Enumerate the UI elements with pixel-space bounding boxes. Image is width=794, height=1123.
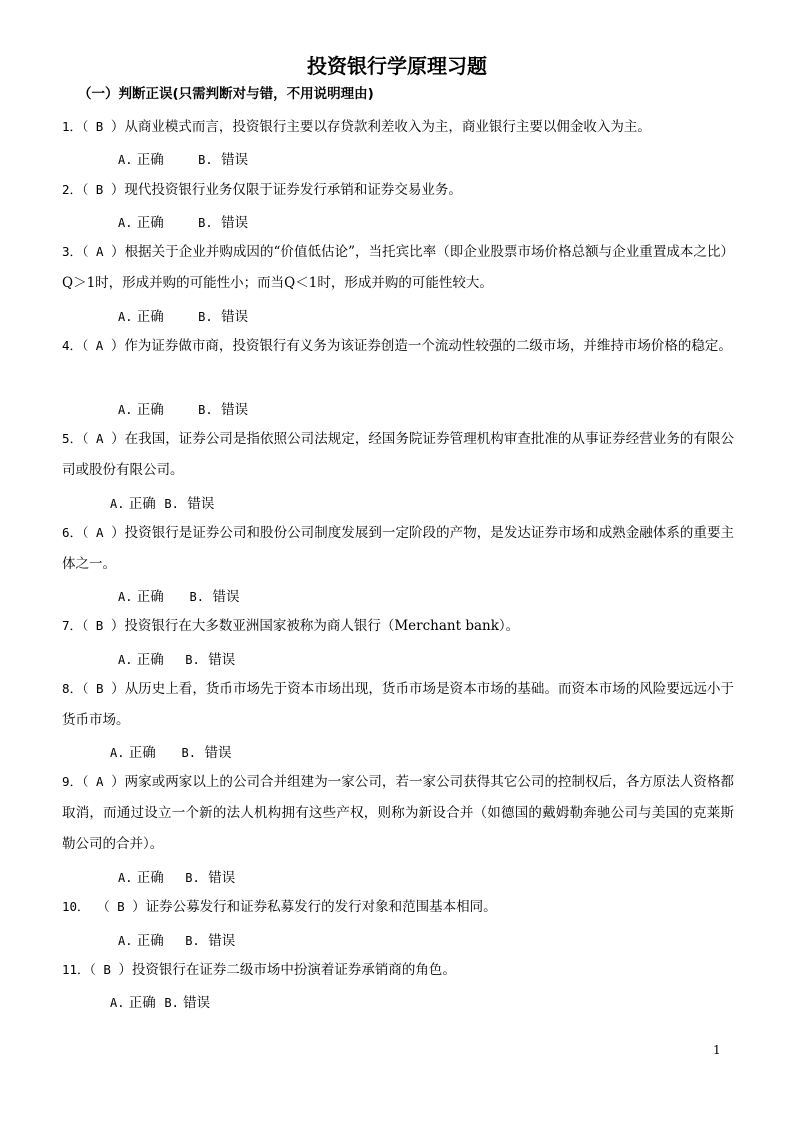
question-8 <box>62 673 734 736</box>
options-10 <box>118 929 235 949</box>
option-a-text: 正确 <box>128 496 156 512</box>
question-6 <box>62 517 734 580</box>
options-1 <box>118 148 248 168</box>
question-1 <box>62 111 734 143</box>
option-b-label: B. <box>181 746 196 760</box>
question-number: 2．（ <box>62 182 89 197</box>
question-text: ）证券公募发行和证券私募发行的发行对象和范围基本相同。 <box>132 899 497 915</box>
option-b-text: 错误 <box>208 652 236 668</box>
option-b-label: B. <box>164 996 179 1010</box>
question-text: ）在我国，证券公司是指依照公司法规定，经国务院证券管理机构审查批准的从事证券经营业务的有限公司或股份有限公司。 <box>62 431 735 478</box>
option-a-text: 正确 <box>136 402 164 418</box>
option-a-text: 正确 <box>128 745 156 761</box>
option-a-label: A. <box>118 934 133 948</box>
question-number: 9．（ <box>62 774 89 789</box>
question-text: ）作为证券做市商，投资银行有义务为该证券创造一个流动性较强的二级市场，并维持市场价格的稳定。 <box>110 338 732 354</box>
page-title: 投资银行学原理习题 <box>307 54 487 78</box>
question-number: 6．（ <box>62 525 89 540</box>
question-number: 1．（ <box>62 119 89 134</box>
option-a-text: 正确 <box>136 309 164 325</box>
option-a-text: 正确 <box>136 652 164 668</box>
option-b-label: B. <box>198 403 213 417</box>
question-4 <box>62 330 734 362</box>
page-number: 1 <box>713 1043 721 1057</box>
question-5 <box>62 423 734 486</box>
option-b-text: 错误 <box>187 496 215 512</box>
answer-value: A <box>88 244 112 259</box>
option-b-text: 错误 <box>183 995 211 1011</box>
options-2 <box>118 211 248 231</box>
option-b-text: 错误 <box>221 215 249 231</box>
option-b-text: 错误 <box>221 309 249 325</box>
option-b-label: B. <box>198 153 213 167</box>
option-b-text: 错误 <box>212 589 240 605</box>
option-a-label: A. <box>118 310 133 324</box>
option-a-text: 正确 <box>136 215 164 231</box>
option-b-label: B. <box>189 590 204 604</box>
answer-value: B <box>88 618 111 633</box>
question-text: ）投资银行是证券公司和股份公司制度发展到一定阶段的产物，是发达证券市场和成熟金融体系的重要主体之一。 <box>62 525 735 572</box>
option-b-text: 错误 <box>204 745 232 761</box>
question-number: 10． （ <box>62 899 110 914</box>
question-text: ）两家或两家以上的公司合并组建为一家公司，若一家公司获得其它公司的控制权后，各方原法人资格都取消，而通过设立一个新的法人机构拥有这些产权，则称为新设合并（如德国的戴姆勒奔驰公司与美国的克莱斯勒公司的合并）。 <box>62 774 735 852</box>
option-b-text: 错误 <box>208 870 236 886</box>
option-b-text: 错误 <box>221 402 249 418</box>
option-b-label: B. <box>198 310 213 324</box>
question-number: 8．（ <box>62 681 89 696</box>
question-text: ）投资银行在大多数亚洲国家被称为商人银行（Merchant bank）。 <box>110 618 520 634</box>
option-b-label: B. <box>198 216 213 230</box>
answer-value: B <box>88 119 111 134</box>
answer-value: A <box>88 338 111 353</box>
question-9 <box>62 766 734 860</box>
question-number: 3．（ <box>62 244 89 259</box>
options-5 <box>110 492 214 512</box>
question-text: ）从商业模式而言，投资银行主要以存贷款利差收入为主，商业银行主要以佣金收入为主。 <box>110 119 651 135</box>
answer-value: B <box>95 962 119 977</box>
question-10 <box>62 891 734 923</box>
question-text: ）从历史上看，货币市场先于资本市场出现，货币市场是资本市场的基础。而资本市场的风险要远远小于货币市场。 <box>62 681 735 728</box>
question-number: 5．（ <box>62 431 89 446</box>
question-text: ）现代投资银行业务仅限于证券发行承销和证券交易业务。 <box>110 182 462 198</box>
option-a-label: A. <box>110 497 125 511</box>
answer-value: B <box>109 899 133 914</box>
option-a-label: A. <box>118 871 133 885</box>
option-a-label: A. <box>118 590 133 604</box>
option-b-label: B. <box>185 871 200 885</box>
option-a-text: 正确 <box>128 995 156 1011</box>
option-a-label: A. <box>118 216 133 230</box>
question-2 <box>62 174 734 206</box>
option-a-text: 正确 <box>136 152 164 168</box>
question-3 <box>62 236 734 299</box>
answer-value: A <box>88 525 112 540</box>
question-text: ）根据关于企业并购成因的“价值低估论”，当托宾比率（即企业股票市场价格总额与企业重置成本之比）Q＞1时，形成并购的可能性小；而当Q＜1时，形成并购的可能性较大。 <box>62 244 734 291</box>
option-b-text: 错误 <box>221 152 249 168</box>
answer-value: B <box>88 182 111 197</box>
option-b-label: B. <box>164 497 179 511</box>
option-a-text: 正确 <box>136 589 164 605</box>
option-a-label: A. <box>110 746 125 760</box>
options-6 <box>118 585 240 605</box>
question-number: 7．（ <box>62 618 89 633</box>
option-a-text: 正确 <box>136 870 164 886</box>
options-8 <box>110 741 232 761</box>
options-9 <box>118 866 235 886</box>
question-number: 11．（ <box>62 962 96 977</box>
option-a-label: A. <box>110 996 125 1010</box>
option-b-label: B. <box>185 934 200 948</box>
section-heading: （一）判断正误(只需判断对与错，不用说明理由) <box>78 86 374 102</box>
answer-value: B <box>88 681 112 696</box>
option-a-text: 正确 <box>136 933 164 949</box>
options-11 <box>110 991 210 1011</box>
option-a-label: A. <box>118 403 133 417</box>
answer-value: A <box>88 774 112 789</box>
options-4 <box>118 398 248 418</box>
question-number: 4．（ <box>62 338 89 353</box>
options-7 <box>118 648 235 668</box>
option-a-label: A. <box>118 153 133 167</box>
option-b-label: B. <box>185 653 200 667</box>
question-7 <box>62 610 734 642</box>
option-b-text: 错误 <box>208 933 236 949</box>
answer-value: A <box>88 431 112 446</box>
options-3 <box>118 305 248 325</box>
question-11 <box>62 954 734 986</box>
option-a-label: A. <box>118 653 133 667</box>
question-text: ）投资银行在证券二级市场中扮演着证券承销商的角色。 <box>118 962 456 978</box>
